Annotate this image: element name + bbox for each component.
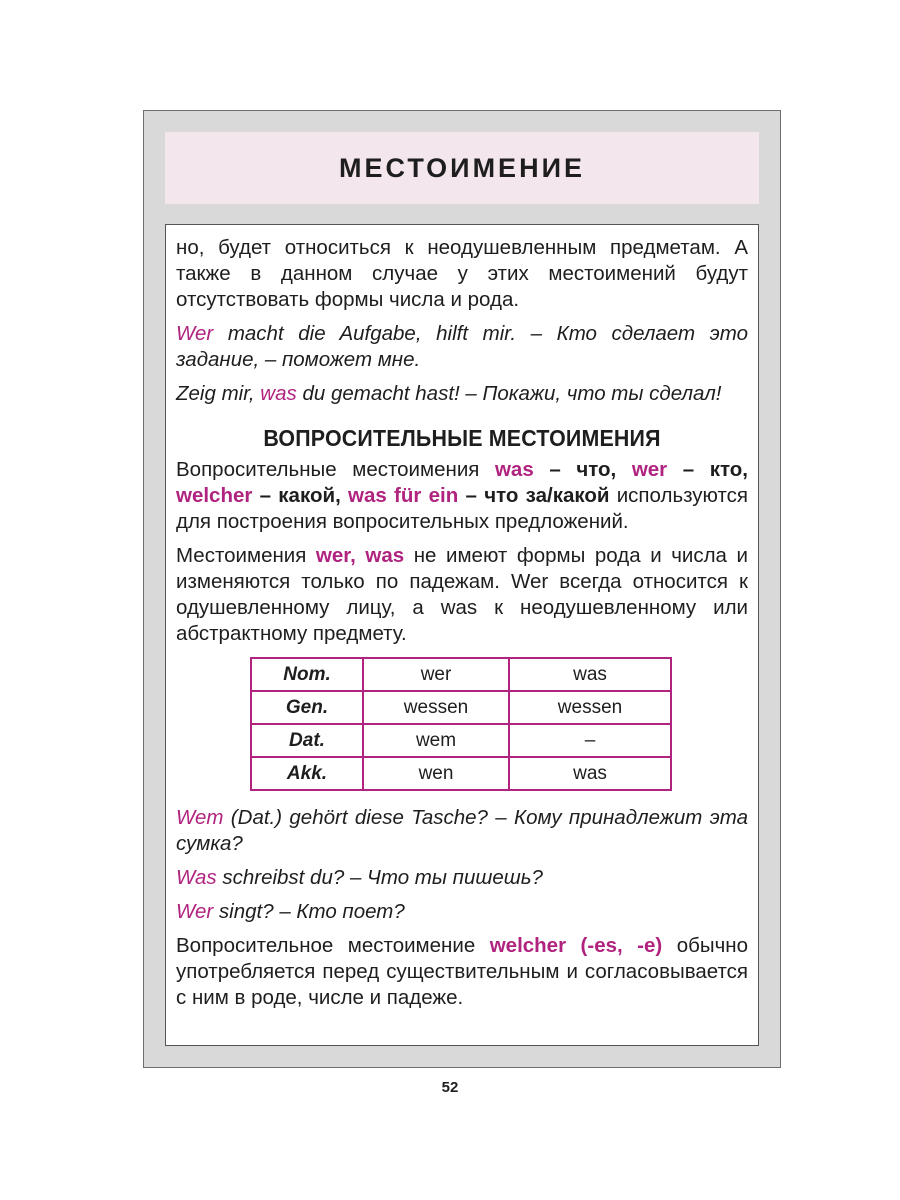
wer-cell: wer	[363, 658, 509, 691]
header-band	[165, 132, 759, 204]
case-cell: Nom.	[251, 658, 363, 691]
translation: – какой,	[252, 484, 349, 507]
keyword: was	[494, 458, 534, 481]
translation: – кто,	[667, 458, 748, 481]
was-cell: –	[509, 724, 671, 757]
case-cell: Gen.	[251, 691, 363, 724]
declension-table	[250, 657, 672, 791]
section-paragraph-2	[176, 543, 748, 647]
translation: – что,	[533, 458, 632, 481]
keyword: wer, was	[315, 544, 405, 567]
example-text: schreibst du? – Что ты пишешь?	[216, 866, 543, 889]
table-row	[251, 691, 671, 724]
wer-cell: wessen	[363, 691, 509, 724]
example-text: (Dat.) gehört diese Tasche? – Кому принадлежит эта сумка?	[176, 806, 748, 855]
text: обычно употребляется перед существительным и согласовывается с ним в роде, числе и падеже.	[176, 934, 748, 1009]
text: не имеют формы рода и числа и изменяются только по падежам. Wer всегда относится к одушевленному лицу, а was к неодушевленному или абстрактному предмету.	[176, 544, 748, 645]
was-cell: was	[509, 757, 671, 790]
text: используются для построения вопросительных предложений.	[176, 484, 748, 533]
highlight-word: Wer	[176, 322, 214, 345]
example-sentence-4	[176, 865, 748, 891]
highlight-word: Wer	[176, 900, 214, 923]
text: Вопросительные местоимения	[176, 458, 495, 481]
text: Местоимения	[176, 544, 316, 567]
content	[176, 235, 748, 1019]
table-row	[251, 724, 671, 757]
keyword: was für ein	[348, 484, 459, 507]
table-row	[251, 757, 671, 790]
final-paragraph	[176, 933, 748, 1011]
was-cell: was	[509, 658, 671, 691]
section-title: ВОПРОСИТЕЛЬНЫЕ МЕСТОИМЕНИЯ	[263, 425, 661, 451]
example-text: macht die Aufgabe, hilft mir. – Кто сделает это задание, – поможет мне.	[176, 322, 748, 371]
wer-cell: wen	[363, 757, 509, 790]
keyword: welcher	[176, 484, 253, 507]
highlight-word: Was	[176, 866, 217, 889]
keyword: wer	[631, 458, 668, 481]
example-text-pre: Zeig mir,	[176, 382, 261, 405]
example-sentence-2	[176, 381, 748, 407]
intro-paragraph: но, будет относиться к неодушевленным предметам. А также в данном случае у этих местоимений будут отсутствовать формы числа и рода.	[176, 236, 748, 311]
wer-cell: wem	[363, 724, 509, 757]
was-cell: wessen	[509, 691, 671, 724]
case-cell: Akk.	[251, 757, 363, 790]
example-text: du gemacht hast! – Покажи, что ты сделал!	[296, 382, 722, 405]
highlight-word: was	[260, 382, 297, 405]
page-title: МЕСТОИМЕНИЕ	[339, 152, 585, 183]
translation: – что за/какой	[458, 484, 610, 507]
section-paragraph-1	[176, 457, 748, 535]
page-number: 52	[441, 1079, 459, 1096]
example-sentence-3	[176, 805, 748, 857]
case-cell: Dat.	[251, 724, 363, 757]
highlight-word: Wem	[176, 806, 224, 829]
example-text: singt? – Кто поет?	[213, 900, 405, 923]
example-sentence-1	[176, 321, 748, 373]
keyword: welcher (-es, -e)	[489, 934, 663, 957]
example-sentence-5	[176, 899, 748, 925]
text: Вопросительное местоимение	[176, 934, 490, 957]
table-row	[251, 658, 671, 691]
